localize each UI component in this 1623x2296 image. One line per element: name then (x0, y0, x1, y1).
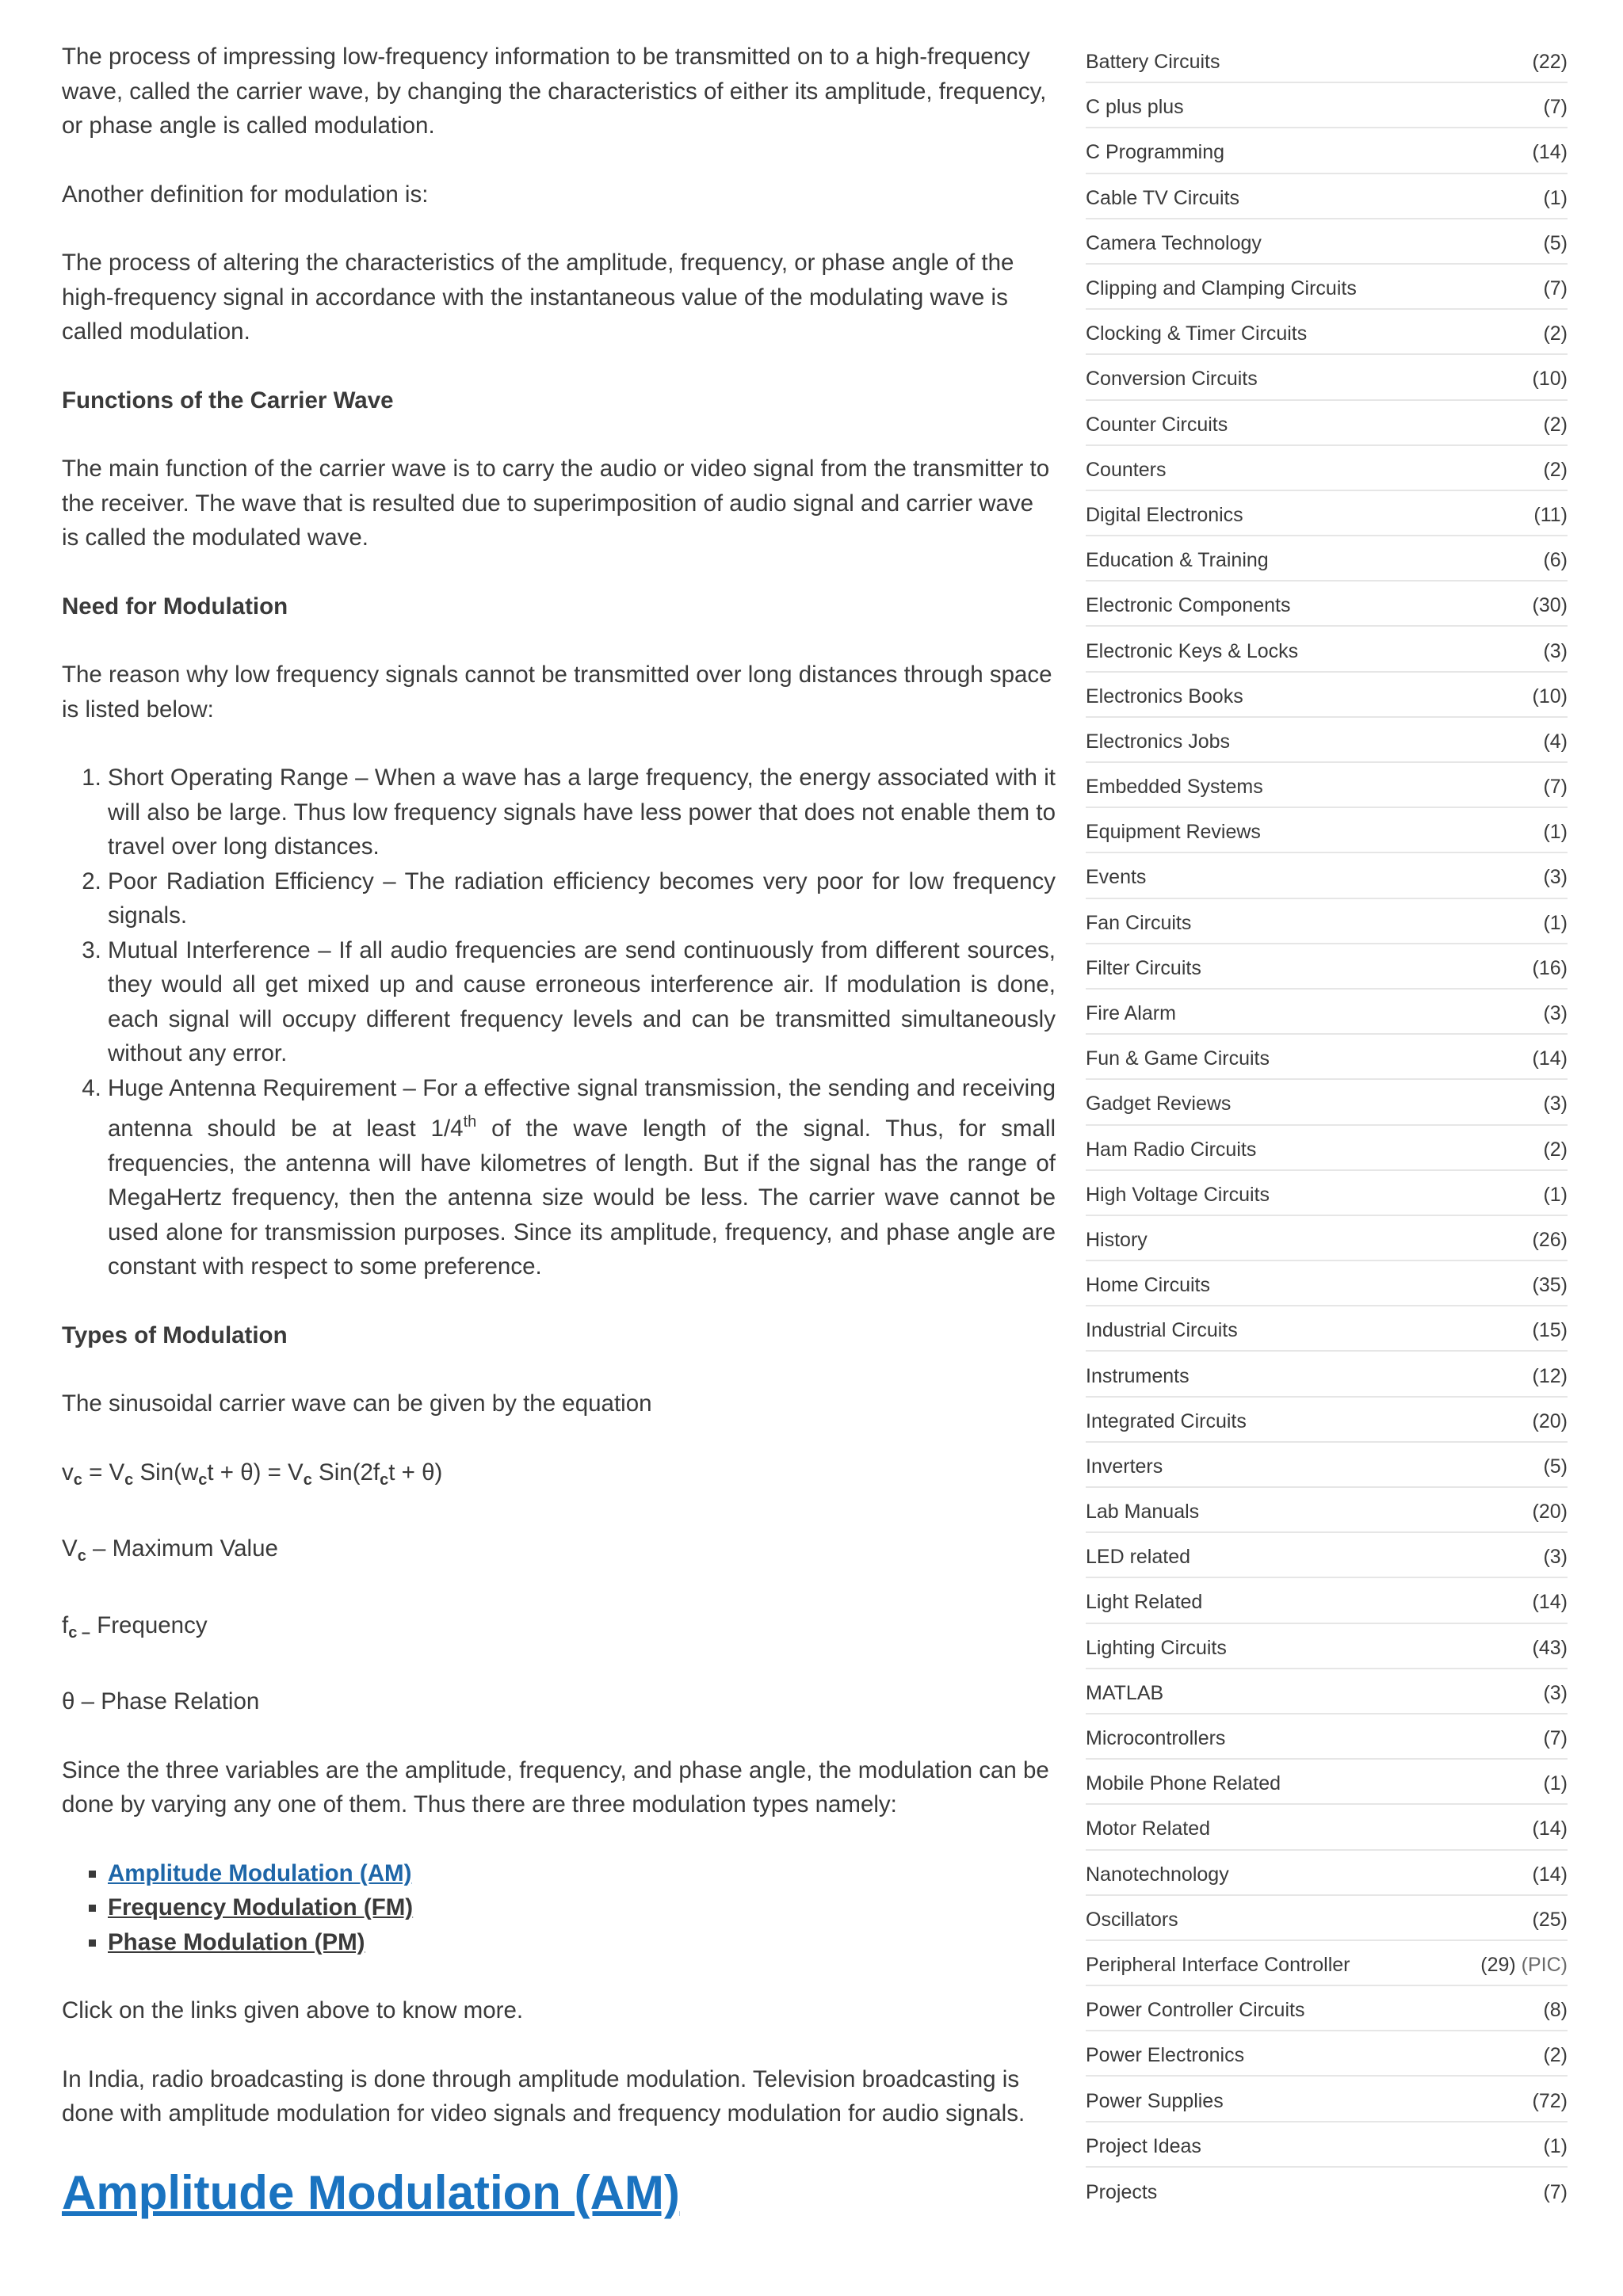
category-count-wrap (1543, 96, 1568, 119)
category-count: (20) (1532, 1409, 1568, 1432)
reason4-text: Huge Antenna Requirement – For a effective signal transmission, the sending and receiving antenna should be at least 1/4 (108, 1074, 1056, 1142)
category-count: (10) (1532, 685, 1568, 707)
category-item[interactable] (1086, 355, 1568, 400)
category-item[interactable] (1086, 1443, 1568, 1488)
category-item[interactable] (1086, 1896, 1568, 1941)
category-count: (15) (1532, 1319, 1568, 1342)
category-link[interactable]: Counter Circuits (1086, 413, 1228, 436)
category-link[interactable]: Clipping and Clamping Circuits (1086, 277, 1357, 300)
functions-paragraph: The main function of the carrier wave is to carry the audio or video signal from the transmitter to the receiver. The wave that is resulted due to superimposition of audio signal and carrier wave is called the modulated wave. (62, 456, 1050, 551)
category-link[interactable]: Lighting Circuits (1086, 1636, 1227, 1659)
category-count: (7) (1543, 2180, 1568, 2203)
category-count-wrap (1543, 459, 1568, 482)
category-link[interactable]: Power Supplies (1086, 2089, 1224, 2112)
category-link[interactable]: C plus plus (1086, 96, 1184, 119)
category-item[interactable] (1086, 627, 1568, 672)
category-item[interactable] (1086, 1714, 1568, 1760)
am-link[interactable]: Amplitude Modulation (AM) (108, 1859, 412, 1886)
category-link[interactable]: LED related (1086, 1546, 1191, 1569)
category-count-wrap (1543, 549, 1568, 572)
category-link[interactable]: Oscillators (1086, 1908, 1178, 1931)
category-count-wrap (1533, 1047, 1568, 1070)
category-count: (7) (1543, 1727, 1568, 1750)
category-count: (3) (1543, 866, 1568, 889)
category-count-wrap (1543, 1455, 1568, 1478)
category-link[interactable]: Light Related (1086, 1591, 1203, 1614)
category-item[interactable] (1086, 401, 1568, 446)
am-section-heading[interactable]: Amplitude Modulation (AM) (62, 2165, 680, 2219)
category-count: (30) (1532, 594, 1568, 617)
category-link[interactable]: Clocking & Timer Circuits (1086, 322, 1308, 345)
category-item[interactable] (1086, 718, 1568, 763)
category-count-wrap (1533, 504, 1568, 527)
category-count-wrap (1533, 594, 1568, 617)
category-link[interactable]: C Programming (1086, 141, 1225, 164)
category-item[interactable] (1086, 1941, 1568, 1986)
category-link[interactable]: Conversion Circuits (1086, 368, 1258, 391)
category-count-wrap (1533, 368, 1568, 391)
category-count: (6) (1543, 549, 1568, 572)
category-count-wrap (1533, 1909, 1568, 1932)
category-count-wrap (1543, 187, 1568, 210)
category-link[interactable]: Counters (1086, 458, 1167, 481)
category-count-wrap (1533, 685, 1568, 708)
category-link[interactable]: Power Electronics (1086, 2044, 1245, 2067)
category-item[interactable] (1086, 1488, 1568, 1533)
category-item[interactable] (1086, 1578, 1568, 1623)
types-paragraph: Since the three variables are the amplitude, frequency, and phase angle, the modulation can be done by varying any one of them. Thus there are three modulation types namely: (62, 1756, 1049, 1817)
intro-paragraph: The process of impressing low-frequency information to be transmitted on to a high-frequency wave, called the carrier wave, by changing the characteristics of either its amplitude, frequency, or phase angle is called modulation. (62, 44, 1047, 139)
list-item (108, 1925, 1056, 1960)
category-item[interactable] (1086, 1805, 1568, 1850)
category-count-wrap (1533, 1591, 1568, 1614)
category-count: (35) (1532, 1274, 1568, 1297)
category-count: (10) (1532, 368, 1568, 391)
category-link[interactable]: Education & Training (1086, 549, 1269, 572)
category-link[interactable]: Industrial Circuits (1086, 1319, 1238, 1342)
category-item[interactable] (1086, 310, 1568, 355)
click-links-note: Click on the links given above to know more. (62, 1997, 524, 2023)
heading-need: Need for Modulation (62, 593, 288, 620)
category-item[interactable] (1086, 582, 1568, 627)
category-count-wrap (1543, 277, 1568, 300)
category-count: (2) (1543, 458, 1568, 481)
reason4-sup: th (463, 1113, 477, 1131)
category-item[interactable] (1086, 1261, 1568, 1306)
category-item[interactable] (1086, 673, 1568, 718)
category-count: (11) (1533, 503, 1568, 526)
category-item[interactable] (1086, 1851, 1568, 1896)
category-link[interactable]: Electronic Components (1086, 594, 1291, 617)
category-link[interactable]: Fun & Game Circuits (1086, 1047, 1270, 1070)
category-count: (1) (1543, 2134, 1568, 2157)
category-count-wrap (1543, 1138, 1568, 1161)
category-count: (14) (1532, 1047, 1568, 1070)
category-item[interactable] (1086, 265, 1568, 310)
category-count: (2) (1543, 2044, 1568, 2067)
category-item[interactable] (1086, 899, 1568, 944)
reasons-list (62, 761, 1056, 1284)
category-item[interactable] (1086, 2122, 1568, 2168)
category-item[interactable] (1086, 174, 1568, 219)
category-item[interactable] (1086, 763, 1568, 808)
category-count-wrap (1543, 2181, 1568, 2204)
india-paragraph: In India, radio broadcasting is done through amplitude modulation. Television broadcasting is done with amplitude modulation for video signals and frequency modulation for audio signals. (62, 2065, 1025, 2126)
pm-link[interactable]: Phase Modulation (PM) (108, 1928, 365, 1955)
category-link[interactable]: Projects (1086, 2180, 1158, 2203)
category-count: (3) (1543, 1546, 1568, 1569)
category-item[interactable] (1086, 808, 1568, 853)
category-count: (1) (1543, 186, 1568, 209)
category-count: (14) (1532, 1863, 1568, 1886)
need-paragraph: The reason why low frequency signals cannot be transmitted over long distances through space is listed below: (62, 662, 1052, 723)
category-count: (5) (1543, 1455, 1568, 1478)
category-link[interactable]: Electronic Keys & Locks (1086, 639, 1299, 662)
category-item[interactable] (1086, 1035, 1568, 1080)
category-link[interactable]: Integrated Circuits (1086, 1409, 1247, 1432)
reason-item: 1. Short Operating Range – When a wave has a large frequency, the energy associated with it will also be large. Thus low frequency signals have less power that does not enable them to travel over long distances. (108, 761, 1056, 864)
category-count: (1) (1543, 821, 1568, 844)
category-count-wrap (1543, 730, 1568, 753)
category-link[interactable]: Cable TV Circuits (1086, 186, 1240, 209)
category-count: (7) (1543, 96, 1568, 119)
category-link[interactable]: Filter Circuits (1086, 956, 1201, 979)
category-link[interactable]: Project Ideas (1086, 2134, 1201, 2157)
reason-item: 3. Mutual Interference – If all audio frequencies are send continuously from different sources, they would all get mixed up and cause erroneous interference air. If modulation is done, each signal will occupy different frequency levels and can be transmitted simultaneously without any error. (108, 933, 1056, 1071)
category-count-wrap (1533, 1365, 1568, 1388)
category-link[interactable]: Peripheral Interface Controller (1086, 1953, 1350, 1976)
category-count-wrap (1543, 1184, 1568, 1207)
category-link[interactable]: High Voltage Circuits (1086, 1183, 1270, 1206)
category-count: (29) (1480, 1953, 1516, 1976)
category-count: (7) (1543, 776, 1568, 799)
category-item[interactable] (1086, 1306, 1568, 1352)
category-item[interactable] (1086, 1126, 1568, 1171)
definition-vc: $V_c$ – Maximum Value (62, 1535, 278, 1565)
equation-lead: The sinusoidal carrier wave can be given by the equation (62, 1390, 652, 1417)
category-link[interactable]: History (1086, 1228, 1148, 1251)
category-count-wrap (1533, 1410, 1568, 1433)
category-item[interactable] (1086, 1624, 1568, 1669)
category-item[interactable] (1086, 446, 1568, 491)
category-link[interactable]: Power Controller Circuits (1086, 1999, 1305, 2022)
category-count: (22) (1532, 51, 1568, 74)
category-item[interactable] (1086, 1216, 1568, 1261)
category-item[interactable] (1086, 990, 1568, 1035)
category-count: (14) (1532, 141, 1568, 164)
category-link[interactable]: MATLAB (1086, 1681, 1164, 1704)
category-count-wrap (1533, 1817, 1568, 1840)
category-count: (1) (1543, 1183, 1568, 1206)
category-count: (3) (1543, 1681, 1568, 1704)
category-link[interactable]: Lab Manuals (1086, 1501, 1200, 1524)
category-count: (16) (1532, 956, 1568, 979)
category-link[interactable]: Instruments (1086, 1364, 1190, 1387)
category-item[interactable] (1086, 1986, 1568, 2031)
category-count: (2) (1543, 322, 1568, 345)
category-count: (5) (1543, 231, 1568, 254)
category-count-wrap (1543, 1546, 1568, 1569)
category-link[interactable]: Embedded Systems (1086, 776, 1263, 799)
category-link[interactable]: Gadget Reviews (1086, 1093, 1232, 1116)
category-count-wrap (1543, 1727, 1568, 1750)
category-count-wrap (1543, 1093, 1568, 1116)
category-link[interactable]: Fire Alarm (1086, 1002, 1176, 1025)
category-count: (2) (1543, 1138, 1568, 1161)
category-item[interactable] (1086, 2031, 1568, 2077)
definition-theta: θ – Phase Relation (62, 1688, 260, 1714)
category-count-wrap (1543, 1002, 1568, 1025)
category-count-wrap (1533, 51, 1568, 74)
category-count: (43) (1532, 1636, 1568, 1659)
category-item[interactable] (1086, 1533, 1568, 1578)
list-item (108, 1856, 1056, 1891)
category-item[interactable] (1086, 2077, 1568, 2122)
category-count-wrap (1543, 866, 1568, 889)
category-count-wrap (1533, 1637, 1568, 1660)
category-count-wrap (1543, 2044, 1568, 2067)
fm-link[interactable]: Frequency Modulation (FM) (108, 1894, 414, 1920)
category-count-wrap (1543, 1999, 1568, 2022)
category-count-wrap (1543, 1772, 1568, 1795)
category-count-wrap (1533, 1863, 1568, 1886)
definition-fc: $f_{c -}$ Frequency (62, 1611, 208, 1642)
category-count-wrap (1543, 776, 1568, 799)
category-count-wrap (1543, 2135, 1568, 2158)
category-count-wrap (1543, 232, 1568, 255)
category-count-wrap (1533, 1274, 1568, 1297)
category-item[interactable] (1086, 128, 1568, 174)
category-item[interactable] (1086, 83, 1568, 128)
reason-item: 2. Poor Radiation Efficiency – The radiation efficiency becomes very poor for low frequency signals. (108, 864, 1056, 933)
category-count-wrap (1543, 1682, 1568, 1705)
category-count: (12) (1532, 1364, 1568, 1387)
category-link[interactable]: Events (1086, 866, 1147, 889)
category-link[interactable]: Inverters (1086, 1455, 1163, 1478)
definition-lead: Another definition for modulation is: (62, 181, 429, 208)
category-count: (3) (1543, 1002, 1568, 1025)
article-content (62, 40, 1056, 2221)
modulation-links-list (62, 1856, 1056, 1960)
category-count: (7) (1543, 277, 1568, 300)
category-link[interactable]: Electronics Jobs (1086, 730, 1231, 753)
category-link[interactable]: Equipment Reviews (1086, 821, 1261, 844)
category-count-wrap (1543, 640, 1568, 663)
category-count-wrap (1533, 1501, 1568, 1524)
category-link[interactable]: Motor Related (1086, 1817, 1211, 1840)
category-link[interactable]: Digital Electronics (1086, 503, 1243, 526)
category-count: (3) (1543, 1093, 1568, 1116)
category-link[interactable]: Nanotechnology (1086, 1863, 1229, 1886)
category-link[interactable]: Microcontrollers (1086, 1727, 1226, 1750)
category-item[interactable] (1086, 219, 1568, 265)
category-count: (20) (1532, 1501, 1568, 1524)
category-item[interactable] (1086, 1398, 1568, 1443)
category-count: (3) (1543, 639, 1568, 662)
category-count-wrap (1533, 2090, 1568, 2113)
category-item[interactable] (1086, 1760, 1568, 1805)
category-item[interactable] (1086, 853, 1568, 898)
category-item[interactable] (1086, 944, 1568, 990)
category-item[interactable] (1086, 38, 1568, 83)
category-item[interactable] (1086, 1669, 1568, 1714)
category-count: (1) (1543, 1772, 1568, 1795)
category-count-wrap (1543, 322, 1568, 345)
category-count: (4) (1543, 730, 1568, 753)
category-link[interactable]: Mobile Phone Related (1086, 1772, 1281, 1795)
category-suffix: (PIC) (1515, 1953, 1568, 1976)
category-item[interactable] (1086, 1171, 1568, 1216)
category-count-wrap (1543, 414, 1568, 437)
category-count: (25) (1532, 1908, 1568, 1931)
category-count-wrap (1543, 821, 1568, 844)
category-link[interactable]: Electronics Books (1086, 685, 1243, 707)
category-link[interactable]: Camera Technology (1086, 231, 1262, 254)
heading-types: Types of Modulation (62, 1322, 288, 1348)
list-item (108, 1890, 1056, 1925)
category-link[interactable]: Battery Circuits (1086, 51, 1220, 74)
category-item[interactable] (1086, 1352, 1568, 1397)
category-count: (8) (1543, 1999, 1568, 2022)
category-item[interactable] (1086, 2168, 1568, 2213)
category-item[interactable] (1086, 491, 1568, 536)
category-link[interactable]: Fan Circuits (1086, 911, 1192, 934)
category-count: (14) (1532, 1591, 1568, 1614)
category-count-wrap (1480, 1954, 1568, 1977)
category-count-wrap (1533, 1229, 1568, 1252)
definition-paragraph: The process of altering the characteristics of the amplitude, frequency, or phase angle of the high-frequency signal in accordance with the instantaneous value of the modulating wave is called modulation. (62, 250, 1014, 345)
category-item[interactable] (1086, 536, 1568, 582)
category-count: (26) (1532, 1228, 1568, 1251)
category-count-wrap (1543, 912, 1568, 935)
heading-functions: Functions of the Carrier Wave (62, 387, 394, 414)
category-link[interactable]: Home Circuits (1086, 1274, 1210, 1297)
category-count: (1) (1543, 911, 1568, 934)
category-count: (14) (1532, 1817, 1568, 1840)
category-count: (2) (1543, 413, 1568, 436)
category-count-wrap (1533, 141, 1568, 164)
reason4-text-after: of the wave length of the signal. Thus, for small frequencies, the antenna will have kilometres of length. But if the signal has the range of MegaHertz frequency, then the antenna size would be less. The carrier wave cannot be used alone for transmission purposes. Since its amplitude, frequency, and phase angle are constant with respect to some preference. (108, 1116, 1056, 1280)
category-count-wrap (1533, 1319, 1568, 1342)
category-item[interactable] (1086, 1080, 1568, 1125)
category-link[interactable]: Ham Radio Circuits (1086, 1138, 1257, 1161)
categories-sidebar (1086, 38, 1568, 2213)
reason-item (108, 1071, 1056, 1284)
category-count-wrap (1533, 957, 1568, 980)
carrier-equation: $v_c = V_c$ $Sin(w_ct + \theta) = V_c$ $Sin(2f_ct + \theta)$ (62, 1459, 443, 1489)
category-count: (72) (1532, 2089, 1568, 2112)
